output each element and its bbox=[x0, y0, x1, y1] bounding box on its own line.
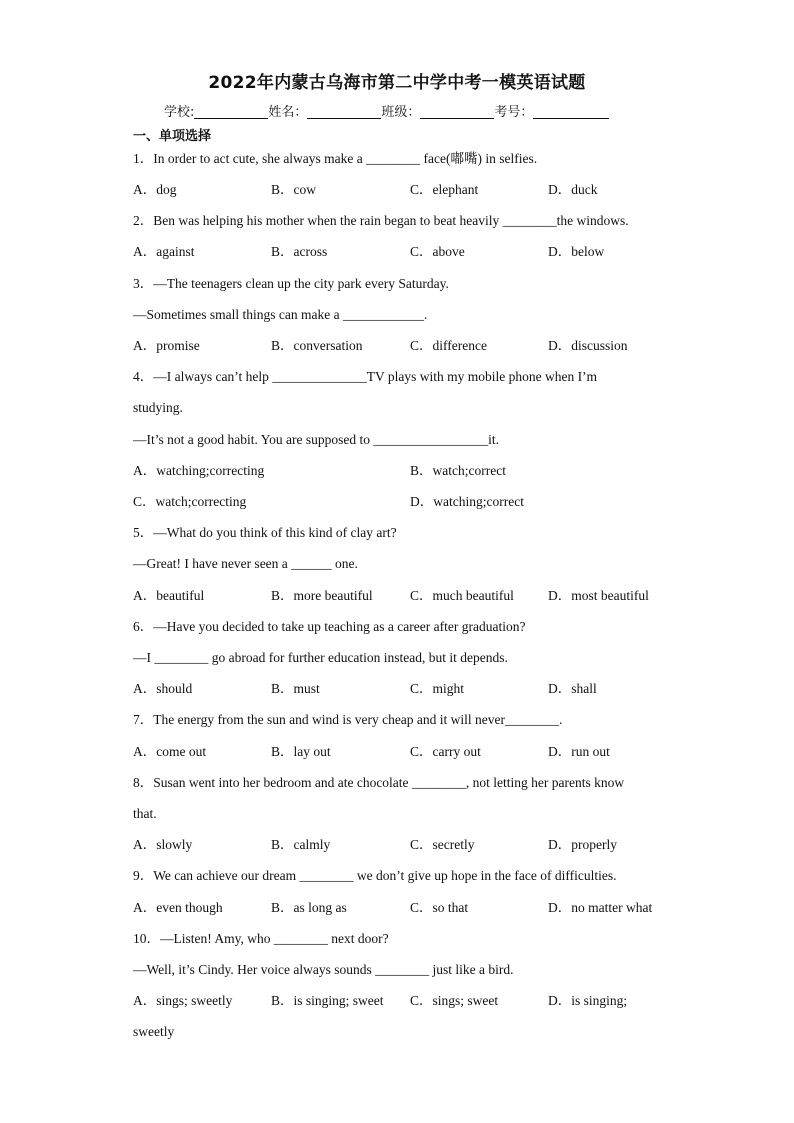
option-b[interactable]: B．is singing; sweet bbox=[271, 993, 384, 1008]
option-d[interactable]: D．is singing; bbox=[548, 993, 628, 1008]
option-d[interactable]: D．run out bbox=[548, 744, 610, 759]
option-b[interactable]: B．conversation bbox=[271, 338, 363, 353]
option-b[interactable]: B．across bbox=[271, 244, 328, 259]
school-label: 学校: bbox=[164, 105, 195, 120]
option-c[interactable]: C．carry out bbox=[410, 744, 481, 759]
question-line: 9．We can achieve our dream ________ we don’t give up hope in the face of difficulties. bbox=[133, 868, 617, 883]
question-line: —Well, it’s Cindy. Her voice always sounds ________ just like a bird. bbox=[133, 962, 514, 977]
question-line: —Great! I have never seen a ______ one. bbox=[133, 556, 358, 571]
option-b[interactable]: B．lay out bbox=[271, 744, 331, 759]
number-blank[interactable] bbox=[533, 104, 609, 119]
name-label: 姓名： bbox=[268, 105, 308, 120]
option-a[interactable]: A．even though bbox=[133, 900, 223, 915]
question-line: 3．—The teenagers clean up the city park every Saturday. bbox=[133, 276, 449, 291]
option-a[interactable]: A．come out bbox=[133, 744, 207, 759]
option-d[interactable]: D．most beautiful bbox=[548, 588, 649, 603]
question-line: 1．In order to act cute, she always make a ________ face(嘟嘴) in selfies. bbox=[133, 151, 538, 166]
question-line: 7．The energy from the sun and wind is very cheap and it will never________. bbox=[133, 712, 563, 727]
class-label: 班级： bbox=[381, 105, 421, 120]
option-a[interactable]: A．beautiful bbox=[133, 588, 205, 603]
question-line: studying. bbox=[133, 400, 183, 415]
option-d[interactable]: D．duck bbox=[548, 182, 598, 197]
option-a[interactable]: A．should bbox=[133, 681, 193, 696]
option-b[interactable]: B．as long as bbox=[271, 900, 347, 915]
option-b[interactable]: B．must bbox=[271, 681, 320, 696]
option-a[interactable]: A．promise bbox=[133, 338, 200, 353]
question-line: that. bbox=[133, 806, 157, 821]
question-line: 5．—What do you think of this kind of clay art? bbox=[133, 525, 397, 540]
question-line: 6．—Have you decided to take up teaching as a career after graduation? bbox=[133, 619, 526, 634]
option-d[interactable]: D．shall bbox=[548, 681, 597, 696]
option-b[interactable]: B．more beautiful bbox=[271, 588, 373, 603]
option-c[interactable]: C．above bbox=[410, 244, 465, 259]
question-line: 2．Ben was helping his mother when the rain began to beat heavily ________the windows. bbox=[133, 213, 629, 228]
option-c[interactable]: C．secretly bbox=[410, 837, 475, 852]
school-blank[interactable] bbox=[194, 104, 268, 119]
option-b[interactable]: B．watch;correct bbox=[410, 463, 506, 478]
option-d[interactable]: D．below bbox=[548, 244, 605, 259]
option-c[interactable]: C．much beautiful bbox=[410, 588, 514, 603]
option-b[interactable]: B．cow bbox=[271, 182, 316, 197]
section-title: 一、单项选择 bbox=[133, 129, 212, 144]
question-line: —Sometimes small things can make a ____________. bbox=[133, 307, 428, 322]
option-d[interactable]: D．properly bbox=[548, 837, 617, 852]
option-a[interactable]: A．dog bbox=[133, 182, 177, 197]
option-d[interactable]: D．no matter what bbox=[548, 900, 653, 915]
option-a[interactable]: A．against bbox=[133, 244, 195, 259]
option-c[interactable]: C．elephant bbox=[410, 182, 479, 197]
exam-title: 2022年内蒙古乌海市第二中学中考一模英语试题 bbox=[208, 73, 586, 93]
number-label: 考号： bbox=[494, 105, 534, 120]
question-line: sweetly bbox=[133, 1024, 175, 1039]
class-blank[interactable] bbox=[420, 104, 494, 119]
question-line: —I ________ go abroad for further education instead, but it depends. bbox=[133, 650, 508, 665]
question-line: 4．—I always can’t help ______________TV plays with my mobile phone when I’m bbox=[133, 369, 598, 384]
question-line: 10．—Listen! Amy, who ________ next door? bbox=[133, 931, 389, 946]
option-d[interactable]: D．discussion bbox=[548, 338, 628, 353]
option-c[interactable]: C．difference bbox=[410, 338, 487, 353]
name-blank[interactable] bbox=[307, 104, 381, 119]
option-d[interactable]: D．watching;correct bbox=[410, 494, 524, 509]
student-info-line bbox=[164, 101, 609, 120]
question-line: 8．Susan went into her bedroom and ate chocolate ________, not letting her parents know bbox=[133, 775, 625, 790]
option-c[interactable]: C．sings; sweet bbox=[410, 993, 499, 1008]
option-c[interactable]: C．might bbox=[410, 681, 465, 696]
option-b[interactable]: B．calmly bbox=[271, 837, 331, 852]
option-c[interactable]: C．watch;correcting bbox=[133, 494, 247, 509]
option-a[interactable]: A．slowly bbox=[133, 837, 193, 852]
option-a[interactable]: A．sings; sweetly bbox=[133, 993, 233, 1008]
option-a[interactable]: A．watching;correcting bbox=[133, 463, 265, 478]
question-line: —It’s not a good habit. You are supposed to _________________it. bbox=[133, 432, 499, 447]
option-c[interactable]: C．so that bbox=[410, 900, 469, 915]
